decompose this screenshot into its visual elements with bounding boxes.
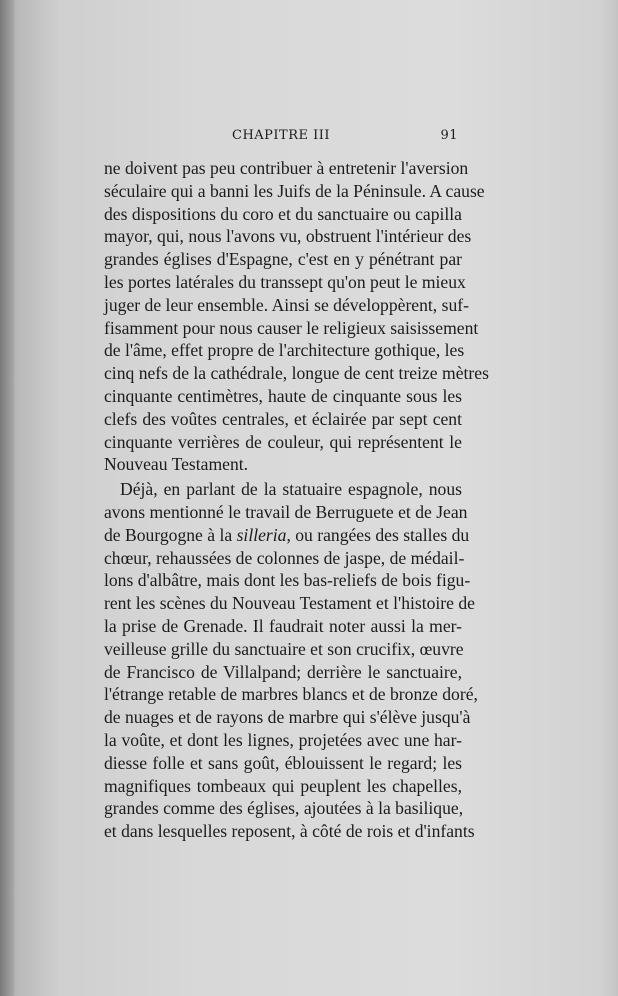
text-line: de nuages et de rayons de marbre qui s'élève jusqu'à bbox=[104, 707, 471, 728]
page-body-text bbox=[104, 157, 489, 843]
text-line: l'étrange retable de marbres blancs et de bronze doré, bbox=[104, 684, 478, 705]
text-line: avons mentionné le travail de Berruguete et de Jean bbox=[104, 501, 468, 522]
text-line: diesse folle et sans goût, éblouissent le regard; les bbox=[104, 752, 462, 773]
running-header bbox=[104, 128, 462, 148]
text-line: cinquante centimètres, haute de cinquante sous les bbox=[104, 385, 462, 406]
text-line: de l'âme, effet propre de l'architecture gothique, les bbox=[104, 340, 465, 361]
paragraph bbox=[104, 478, 478, 843]
text-line: Nouveau Testament. bbox=[104, 454, 249, 475]
text-line: la voûte, et dont les lignes, projetées avec une har- bbox=[104, 729, 462, 750]
text-line: des dispositions du coro et du sanctuaire ou capilla bbox=[104, 203, 462, 224]
text-line: séculaire qui a banni les Juifs de la Péninsule. A cause bbox=[104, 180, 485, 201]
page-gutter-shadow bbox=[0, 0, 14, 996]
text-line: clefs des voûtes centrales, et éclairée par sept cent bbox=[104, 408, 462, 429]
text-line: ne doivent pas peu contribuer à entretenir l'aversion bbox=[104, 158, 469, 178]
chapter-title: CHAPITRE III bbox=[232, 128, 331, 143]
text-line: grandes églises d'Espagne, c'est en y pénétrant par bbox=[104, 249, 462, 270]
text-line: les portes latérales du transsept qu'on peut le mieux bbox=[104, 271, 466, 292]
text-line: mayor, qui, nous l'avons vu, obstruent l'intérieur des bbox=[104, 226, 472, 247]
text-line: fisamment pour nous causer le religieux saisissement bbox=[104, 317, 479, 338]
text-line: de Bourgogne à la silleria, ou rangées des stalles du bbox=[104, 524, 470, 545]
text-line: veilleuse grille du sanctuaire et son crucifix, œuvre bbox=[104, 638, 464, 659]
paragraph bbox=[104, 157, 489, 476]
text-line: magnifiques tombeaux qui peuplent les chapelles, bbox=[104, 775, 462, 796]
text-line: lons d'albâtre, mais dont les bas-reliefs de bois figu- bbox=[104, 570, 471, 591]
text-line: cinq nefs de la cathédrale, longue de cent treize mètres bbox=[104, 363, 489, 384]
text-line: grandes comme des églises, ajoutées à la basilique, bbox=[104, 798, 464, 819]
text-line: et dans lesquelles reposent, à côté de rois et d'infants bbox=[104, 821, 475, 842]
page-number: 91 bbox=[440, 128, 458, 143]
text-line: chœur, rehaussées de colonnes de jaspe, de médail- bbox=[104, 547, 465, 568]
text-line: de Francisco de Villalpand; derrière le sanctuaire, bbox=[104, 661, 462, 682]
text-line: juger de leur ensemble. Ainsi se développèrent, suf- bbox=[104, 294, 469, 315]
text-line: cinquante verrières de couleur, qui représentent le bbox=[104, 431, 462, 452]
text-line: la prise de Grenade. Il faudrait noter aussi la mer- bbox=[104, 615, 462, 636]
text-line: Déjà, en parlant de la statuaire espagnole, nous bbox=[120, 479, 462, 500]
text-line: rent les scènes du Nouveau Testament et l'histoire de bbox=[104, 593, 475, 614]
